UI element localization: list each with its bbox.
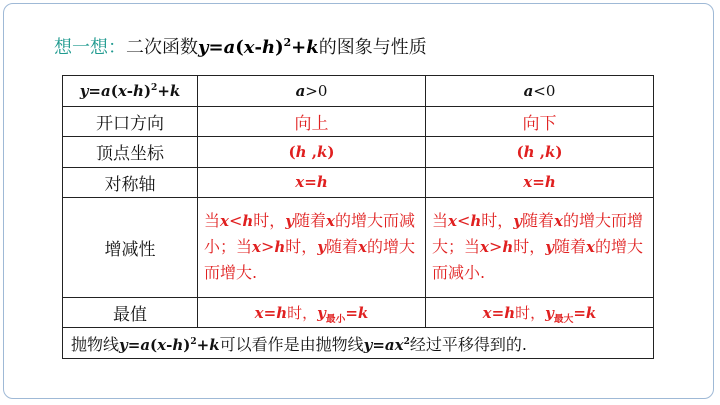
t: 随着 xyxy=(554,237,587,257)
e-x: x xyxy=(254,304,264,323)
hdr-open: ( xyxy=(110,81,118,100)
f2-eq: = xyxy=(372,335,385,354)
v: y xyxy=(285,212,295,231)
e-when: 时， xyxy=(287,304,318,323)
t: 时， xyxy=(513,237,546,257)
f-eq: = xyxy=(127,335,141,354)
table-row-axis xyxy=(63,167,654,198)
v: x xyxy=(358,238,367,257)
hdr-k: k xyxy=(169,81,181,100)
t: 时， xyxy=(481,211,514,231)
table-row-vertex xyxy=(63,137,654,168)
v-sep: , xyxy=(534,142,545,161)
e-x: x xyxy=(482,304,492,323)
hdr-x: x xyxy=(117,81,127,100)
row-label: 开口方向 xyxy=(63,106,198,137)
e-y: y xyxy=(545,304,554,323)
v: x xyxy=(252,238,261,257)
hdr-eq: = xyxy=(88,81,101,100)
formula-x: x xyxy=(243,37,255,58)
axis-negative xyxy=(426,167,654,198)
table-row-extreme xyxy=(63,297,654,328)
e-eq: = xyxy=(491,304,505,323)
formula-plus: + xyxy=(291,37,307,58)
formula-eq: = xyxy=(208,37,224,58)
hdr-y: y xyxy=(79,81,89,100)
title-suffix: 的图象与性质 xyxy=(318,37,427,58)
ax-x: x xyxy=(523,173,533,192)
header-formula-cell xyxy=(63,76,198,107)
formula-k: k xyxy=(306,37,319,58)
vertex-positive xyxy=(198,137,426,168)
e-when: 时， xyxy=(515,304,546,323)
formula-exp: 2 xyxy=(283,36,292,49)
v-k: k xyxy=(544,142,556,161)
row-label: 对称轴 xyxy=(63,167,198,198)
v-sep: , xyxy=(306,142,317,161)
table-row-monotonic xyxy=(63,198,654,298)
t: 随着 xyxy=(294,211,327,231)
t: 的增大而减小；当 xyxy=(204,211,415,257)
v: x xyxy=(480,238,489,257)
v: h xyxy=(470,212,482,231)
f-k: k xyxy=(209,335,220,354)
v: y xyxy=(513,212,523,231)
f-y: y xyxy=(119,335,128,354)
e-k: k xyxy=(357,304,369,323)
hdr-neg-rel: <0 xyxy=(533,81,556,100)
t: < xyxy=(228,211,243,231)
v: y xyxy=(317,238,327,257)
t: 随着 xyxy=(326,237,359,257)
hdr-plus: + xyxy=(157,81,170,100)
v-h: h xyxy=(295,142,307,161)
v: h xyxy=(242,212,254,231)
v: x xyxy=(554,212,563,231)
f2-exp: 2 xyxy=(403,336,410,347)
formula-close: ) xyxy=(275,37,284,58)
f-text: 抛物线 xyxy=(71,334,120,354)
hdr-exp: 2 xyxy=(151,82,158,93)
v-close: ) xyxy=(327,142,335,161)
f-close: ) xyxy=(183,335,191,354)
f-minus: - xyxy=(166,335,173,354)
f-a: a xyxy=(140,335,151,354)
f-plus: + xyxy=(196,335,210,354)
f-exp: 2 xyxy=(190,336,197,347)
e-eq2: = xyxy=(345,304,358,323)
t: 时， xyxy=(285,237,318,257)
hdr-minus: - xyxy=(126,81,134,100)
hdr-pos-a: a xyxy=(295,81,306,100)
title-formula xyxy=(198,37,319,58)
ax-h: h xyxy=(316,173,328,192)
extreme-negative xyxy=(426,297,654,328)
e-sub: 最小 xyxy=(325,314,346,326)
e-eq2: = xyxy=(573,304,586,323)
v: x xyxy=(586,238,595,257)
formula-h: h xyxy=(261,37,276,58)
t: 的增大而增大；当 xyxy=(432,211,643,257)
hdr-a: a xyxy=(101,81,111,100)
f2-a: a xyxy=(384,335,395,354)
slide-title xyxy=(54,33,427,59)
ax-eq: = xyxy=(532,173,545,192)
vertex-negative xyxy=(426,137,654,168)
t: 的增大而增大. xyxy=(204,237,415,283)
v-open: ( xyxy=(288,142,296,161)
f-text: 经过平移得到的. xyxy=(409,334,527,354)
footer-note xyxy=(63,328,654,359)
v: x xyxy=(326,212,335,231)
t: < xyxy=(456,211,471,231)
hdr-close: ) xyxy=(143,81,152,100)
formula-minus: - xyxy=(254,37,262,58)
t: > xyxy=(488,237,503,257)
e-y: y xyxy=(317,304,326,323)
v-k: k xyxy=(316,142,328,161)
hdr-neg-a: a xyxy=(523,81,534,100)
header-col-negative xyxy=(426,76,654,107)
v: h xyxy=(502,238,514,257)
row-label: 最值 xyxy=(63,297,198,328)
ax-h: h xyxy=(544,173,556,192)
title-prefix: 二次函数 xyxy=(126,37,198,58)
f2-x: x xyxy=(394,335,404,354)
properties-table xyxy=(62,75,654,359)
opening-positive: 向上 xyxy=(198,106,426,137)
hdr-h: h xyxy=(133,81,144,100)
table-footer-row xyxy=(63,328,654,359)
table-row-opening xyxy=(63,106,654,137)
v: x xyxy=(448,212,457,231)
formula-open: ( xyxy=(235,37,244,58)
hdr-pos-rel: >0 xyxy=(305,81,328,100)
f2-y: y xyxy=(363,335,373,354)
v-open: ( xyxy=(516,142,524,161)
title-lead: 想一想： xyxy=(54,37,126,58)
t: 当 xyxy=(432,211,449,231)
row-label: 顶点坐标 xyxy=(63,137,198,168)
formula-a: a xyxy=(223,37,236,58)
e-sub: 最大 xyxy=(553,314,574,326)
f-text: 可以看作是由抛物线 xyxy=(219,334,364,354)
ax-x: x xyxy=(295,173,305,192)
axis-positive xyxy=(198,167,426,198)
v: y xyxy=(545,238,555,257)
v-close: ) xyxy=(555,142,563,161)
f-x: x xyxy=(157,335,167,354)
t: 时， xyxy=(253,211,286,231)
row-label: 增减性 xyxy=(63,198,198,298)
ax-eq: = xyxy=(304,173,317,192)
header-col-positive xyxy=(198,76,426,107)
v-h: h xyxy=(523,142,535,161)
t: 随着 xyxy=(522,211,555,231)
opening-negative: 向下 xyxy=(426,106,654,137)
f-h: h xyxy=(172,335,184,354)
v: h xyxy=(274,238,286,257)
e-h: h xyxy=(276,304,288,323)
v: x xyxy=(220,212,229,231)
monotonic-positive xyxy=(198,198,426,298)
e-h: h xyxy=(504,304,516,323)
t: 当 xyxy=(204,211,221,231)
extreme-positive xyxy=(198,297,426,328)
table-header-row xyxy=(63,76,654,107)
t: > xyxy=(260,237,275,257)
e-k: k xyxy=(585,304,597,323)
t: 的增大而减小. xyxy=(432,237,643,283)
monotonic-negative xyxy=(426,198,654,298)
e-eq: = xyxy=(263,304,277,323)
f-open: ( xyxy=(150,335,158,354)
formula-y: y xyxy=(198,37,209,58)
